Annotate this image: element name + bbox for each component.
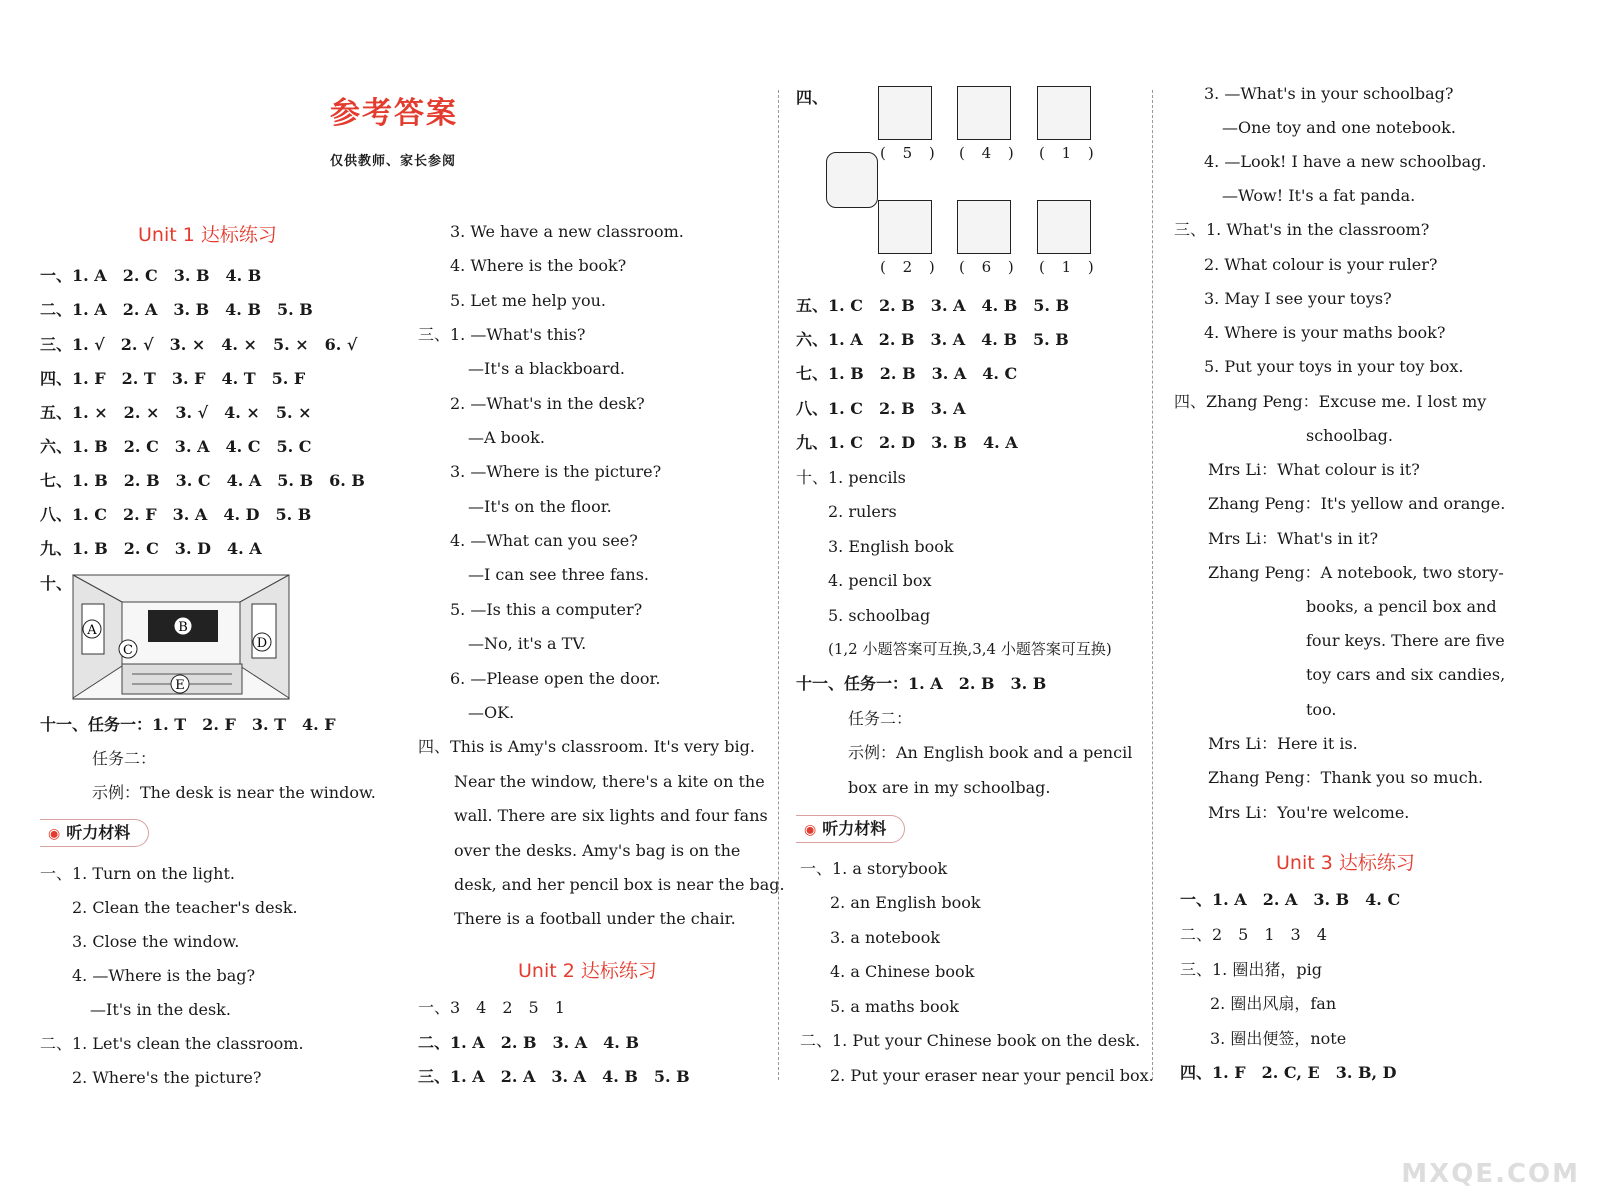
unit1-heading: Unit 1 达标练习 (138, 224, 277, 246)
dialogue-line: toy cars and six candies, (1306, 665, 1506, 684)
listening-material-tag (40, 819, 149, 847)
answer-line: 一、1. Turn on the light. (40, 864, 235, 883)
answer-line: 3. May I see your toys? (1204, 289, 1392, 308)
answer-line: 4. pencil box (828, 571, 932, 590)
dialogue-line: Mrs Li：Here it is. (1208, 734, 1358, 753)
picture-number: ( 1 ) (1039, 258, 1100, 276)
answer-line: 五、1. × 2. × 3. √ 4. × 5. × (40, 403, 312, 422)
dialogue-line: Mrs Li：What colour is it? (1208, 460, 1420, 479)
answer-line: 一、1. A 2. C 3. B 4. B (40, 266, 262, 285)
listening-material-label: 听力材料 (66, 823, 131, 842)
picture-number: ( 2 ) (880, 258, 941, 276)
answer-line: 2. Where's the picture? (72, 1068, 262, 1087)
book-picture (878, 200, 932, 254)
classroom-label: E (175, 678, 185, 693)
dialogue-line: too. (1306, 700, 1337, 719)
answer-line: 2. What colour is your ruler? (1204, 255, 1438, 274)
paragraph-line: wall. There are six lights and four fans (454, 806, 768, 825)
answer-line: 十一、任务一：1. T 2. F 3. T 4. F (40, 715, 336, 734)
answer-line: 5. Let me help you. (450, 291, 606, 310)
answer-line: —It's in the desk. (90, 1000, 231, 1019)
dialogue-line: schoolbag. (1306, 426, 1393, 445)
answer-line: 四、 (796, 88, 829, 107)
answer-line: 一、3 4 2 5 1 (418, 998, 565, 1017)
answer-line: 十一、任务一：1. A 2. B 3. B (796, 674, 1047, 693)
page-title: 参考答案 (330, 96, 458, 131)
answer-line: 三、1. —What's this? (418, 325, 586, 344)
answer-line: 九、1. C 2. D 3. B 4. A (796, 433, 1018, 452)
headphone-icon: ◉ (48, 826, 61, 842)
answer-line: 七、1. B 2. B 3. C 4. A 5. B 6. B (40, 471, 365, 490)
answer-line: 3. —Where is the picture? (450, 462, 662, 481)
answer-line: 示例：An English book and a pencil (848, 743, 1133, 762)
answer-line: 八、1. C 2. B 3. A (796, 399, 966, 418)
answer-line: 3. We have a new classroom. (450, 222, 684, 241)
answer-line: 2. 圈出风扇，fan (1210, 994, 1337, 1013)
classroom-label: D (256, 636, 268, 651)
pencil-box-picture (1037, 200, 1091, 254)
answer-line: 4. —What can you see? (450, 531, 638, 550)
classroom-label: A (87, 623, 97, 638)
answer-line: 任务二： (92, 749, 157, 768)
headphone-icon: ◉ (804, 822, 817, 838)
dialogue-line: Mrs Li：You're welcome. (1208, 803, 1410, 822)
answer-line: 八、1. C 2. F 3. A 4. D 5. B (40, 505, 312, 524)
answer-line: 5. Put your toys in your toy box. (1204, 357, 1464, 376)
answer-line: —I can see three fans. (468, 565, 649, 584)
answer-line: —It's a blackboard. (468, 359, 626, 378)
paragraph-line: desk, and her pencil box is near the bag. (454, 875, 785, 894)
answer-line: —OK. (468, 703, 515, 722)
dialogue-line: Zhang Peng：A notebook, two story- (1208, 563, 1504, 582)
answer-line: 四、1. F 2. T 3. F 4. T 5. F (40, 369, 306, 388)
answer-line: 2. an English book (830, 893, 981, 912)
answer-line: 三、1. 圈出猪，pig (1180, 960, 1322, 979)
answer-line: —No, it's a TV. (468, 634, 587, 653)
answer-line: —It's on the floor. (468, 497, 612, 516)
answer-line: 3. a notebook (830, 928, 941, 947)
answer-line: 2. rulers (828, 502, 897, 521)
answer-line: 3. Close the window. (72, 932, 240, 951)
answer-line: 5. schoolbag (828, 606, 931, 625)
dialogue-line: books, a pencil box and (1306, 597, 1497, 616)
answer-line: 一、1. a storybook (800, 859, 948, 878)
answer-line: 十、1. pencils (796, 468, 906, 487)
column-divider (778, 90, 779, 1080)
answer-line: 二、2 5 1 3 4 (1180, 925, 1327, 944)
answer-line: 五、1. C 2. B 3. A 4. B 5. B (796, 296, 1070, 315)
classroom-label: B (178, 620, 188, 635)
paragraph-line: 四、This is Amy's classroom. It's very big. (418, 737, 755, 756)
picture-number: ( 1 ) (1039, 144, 1100, 162)
picture-number: ( 5 ) (880, 144, 941, 162)
answer-line: 3. —What's in your schoolbag? (1204, 84, 1454, 103)
picture-number: ( 6 ) (959, 258, 1020, 276)
answer-line: 4. —Look! I have a new schoolbag. (1204, 152, 1487, 171)
answer-line: 3. 圈出便签，note (1210, 1029, 1347, 1048)
key-picture (957, 86, 1011, 140)
answer-line: 示例：The desk is near the window. (92, 783, 376, 802)
page-subtitle: 仅供教师、家长参阅 (330, 154, 457, 169)
answer-line: 十、 (40, 574, 73, 593)
answer-line: 2. —What's in the desk? (450, 394, 645, 413)
watermark: MXQE.COM (1401, 1159, 1580, 1189)
answer-line: 二、1. Let's clean the classroom. (40, 1034, 304, 1053)
answer-line: 二、1. Put your Chinese book on the desk. (800, 1031, 1141, 1050)
candy-picture (957, 200, 1011, 254)
answer-line: 三、1. A 2. A 3. A 4. B 5. B (418, 1067, 690, 1086)
dialogue-line: Zhang Peng：Thank you so much. (1208, 768, 1484, 787)
answer-line: 四、1. F 2. C, E 3. B, D (1180, 1063, 1397, 1082)
paragraph-line: There is a football under the chair. (454, 909, 736, 928)
answer-line: —One toy and one notebook. (1222, 118, 1456, 137)
answer-line: 4. Where is the book? (450, 256, 627, 275)
answer-note: (1,2 小题答案可互换,3,4 小题答案可互换) (828, 640, 1112, 658)
answer-line: 6. —Please open the door. (450, 669, 661, 688)
answer-line: 2. Clean the teacher's desk. (72, 898, 298, 917)
answer-line: 三、1. What's in the classroom? (1174, 220, 1430, 239)
answer-line: —Wow! It's a fat panda. (1222, 186, 1416, 205)
unit3-heading: Unit 3 达标练习 (1276, 852, 1415, 874)
dialogue-line: Zhang Peng：It's yellow and orange. (1208, 494, 1506, 513)
dialogue-line: Mrs Li：What's in it? (1208, 529, 1379, 548)
answer-line: 4. —Where is the bag? (72, 966, 256, 985)
answer-line: 二、1. A 2. B 3. A 4. B (418, 1033, 639, 1052)
unit2-heading: Unit 2 达标练习 (518, 960, 657, 982)
schoolbag-picture (826, 152, 878, 208)
answer-line: 4. a Chinese book (830, 962, 975, 981)
answer-line: 九、1. B 2. C 3. D 4. A (40, 539, 262, 558)
answer-line: 2. Put your eraser near your pencil box. (830, 1066, 1154, 1085)
answer-line: 3. English book (828, 537, 954, 556)
answer-line: 六、1. B 2. C 3. A 4. C 5. C (40, 437, 312, 456)
toy-car-picture (878, 86, 932, 140)
column-divider (1152, 90, 1153, 1080)
classroom-illustration (72, 574, 290, 700)
answer-line: 4. Where is your maths book? (1204, 323, 1446, 342)
answer-line: 任务二： (848, 709, 913, 728)
listening-material-label: 听力材料 (822, 819, 887, 838)
paragraph-line: over the desks. Amy's bag is on the (454, 841, 741, 860)
picture-number: ( 4 ) (959, 144, 1020, 162)
notebook-picture (1037, 86, 1091, 140)
dialogue-line: 四、Zhang Peng：Excuse me. I lost my (1174, 392, 1487, 411)
answer-line: 一、1. A 2. A 3. B 4. C (1180, 890, 1401, 909)
answer-line: 5. —Is this a computer? (450, 600, 643, 619)
classroom-label: C (123, 643, 133, 658)
answer-line: box are in my schoolbag. (848, 778, 1051, 797)
dialogue-line: four keys. There are five (1306, 631, 1505, 650)
listening-material-tag (796, 815, 905, 843)
answer-line: 七、1. B 2. B 3. A 4. C (796, 364, 1018, 383)
answer-line: 六、1. A 2. B 3. A 4. B 5. B (796, 330, 1069, 349)
answer-line: —A book. (468, 428, 545, 447)
answer-line: 5. a maths book (830, 997, 959, 1016)
paragraph-line: Near the window, there's a kite on the (454, 772, 765, 791)
answer-line: 二、1. A 2. A 3. B 4. B 5. B (40, 300, 313, 319)
answer-line: 三、1. √ 2. √ 3. × 4. × 5. × 6. √ (40, 335, 358, 354)
